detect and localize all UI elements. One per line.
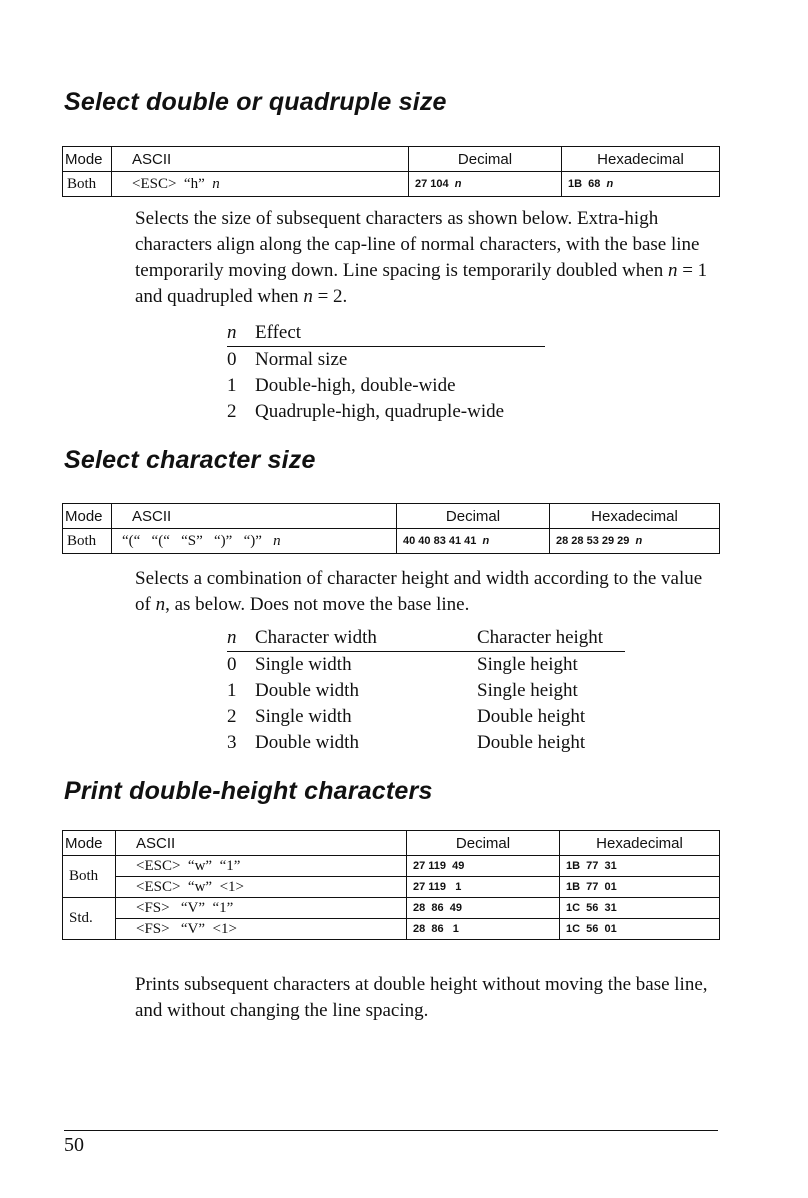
ascii-cell: <ESC> “w” <1> [116, 877, 407, 898]
heading-double-quadruple-size: Select double or quadruple size [64, 88, 447, 116]
table-header-row [63, 831, 720, 856]
effect-table-header [227, 320, 545, 347]
hex-cell: 1B 68 n [562, 172, 720, 197]
table-row: 2 Quadruple-high, quadruple-wide [227, 401, 505, 422]
header-hex: Hexadecimal [560, 831, 720, 856]
table-row [63, 172, 720, 197]
table-header-row [63, 504, 720, 529]
table-row: 0 Normal size [227, 349, 348, 370]
table-row [63, 919, 720, 940]
description-double-height: Prints subsequent characters at double height without moving the base line, and without changing the line spacing. [135, 974, 708, 1021]
decimal-cell: 40 40 83 41 41 n [397, 529, 550, 554]
table-row: 3 Double width Double height [227, 732, 586, 753]
mode-cell: Both [63, 172, 112, 197]
heading-double-height: Print double-height characters [64, 777, 433, 805]
description-character-size: Selects a combination of character height and width according to the value of n, as below. Does not move the base line. [135, 568, 703, 615]
ascii-cell: “(“ “(“ “S” “)” “)” n [112, 529, 397, 554]
effect-table [227, 320, 545, 425]
mode-cell: Both [63, 529, 112, 554]
header-decimal: Decimal [397, 504, 550, 529]
header-mode: Mode [63, 831, 116, 856]
header-n: n [227, 627, 237, 648]
ascii-cell: <ESC> “h” n [112, 172, 409, 197]
decimal-cell: 27 104 n [409, 172, 562, 197]
hex-cell: 1C 56 31 [560, 898, 720, 919]
page-number: 50 [64, 1134, 84, 1156]
decimal-cell: 27 119 49 [407, 856, 560, 877]
ascii-cell: <FS> “V” “1” [116, 898, 407, 919]
table-row: 1 Double-high, double-wide [227, 375, 456, 396]
ascii-cell: <FS> “V” <1> [116, 919, 407, 940]
hex-cell: 1C 56 01 [560, 919, 720, 940]
size-table-header [227, 625, 625, 652]
header-decimal: Decimal [409, 147, 562, 172]
command-table-character-size [62, 503, 720, 554]
ascii-cell: <ESC> “w” “1” [116, 856, 407, 877]
decimal-cell: 27 119 1 [407, 877, 560, 898]
table-row [63, 856, 720, 877]
command-table-double-height [62, 830, 720, 940]
header-effect: Effect [255, 322, 302, 343]
header-ascii: ASCII [112, 504, 397, 529]
table-row [63, 529, 720, 554]
header-mode: Mode [63, 147, 112, 172]
table-row [63, 898, 720, 919]
footer-rule [64, 1130, 718, 1131]
header-character-height: Character height [477, 627, 604, 648]
hex-cell: 28 28 53 29 29 n [550, 529, 720, 554]
table-row [63, 877, 720, 898]
header-ascii: ASCII [112, 147, 409, 172]
header-hex: Hexadecimal [562, 147, 720, 172]
hex-cell: 1B 77 31 [560, 856, 720, 877]
table-header-row [63, 147, 720, 172]
character-size-table [227, 625, 625, 756]
table-row: 0 Single width Single height [227, 654, 578, 675]
mode-cell-both: Both [63, 856, 116, 898]
hex-cell: 1B 77 01 [560, 877, 720, 898]
header-ascii: ASCII [116, 831, 407, 856]
header-mode: Mode [63, 504, 112, 529]
decimal-cell: 28 86 49 [407, 898, 560, 919]
header-n: n [227, 322, 237, 343]
heading-character-size: Select character size [64, 446, 316, 474]
mode-cell-std: Std. [63, 898, 116, 940]
table-row: 1 Double width Single height [227, 680, 578, 701]
header-decimal: Decimal [407, 831, 560, 856]
table-row: 2 Single width Double height [227, 706, 586, 727]
decimal-cell: 28 86 1 [407, 919, 560, 940]
command-table-double-quadruple [62, 146, 720, 197]
header-character-width: Character width [255, 627, 377, 648]
header-hex: Hexadecimal [550, 504, 720, 529]
description-double-quadruple: Selects the size of subsequent characters as shown below. Extra-high characters align along the cap-line of normal characters, with the base line temporarily moving down. Line spacing is temporarily doubled when n = 1 and quadrupled when n = 2. [135, 208, 708, 307]
